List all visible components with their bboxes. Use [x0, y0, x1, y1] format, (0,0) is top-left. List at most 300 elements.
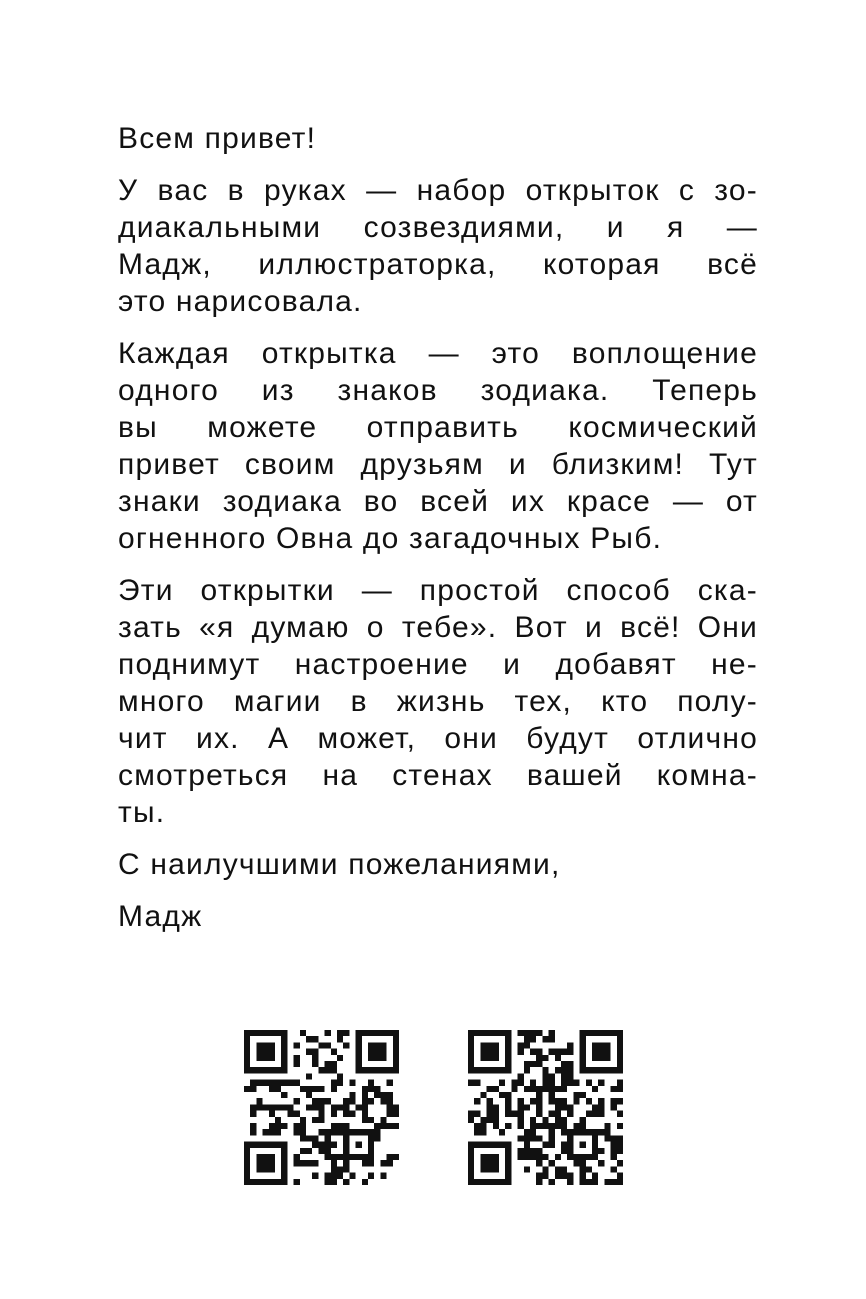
qr-module: [331, 1080, 337, 1086]
qr-module: [480, 1160, 486, 1166]
qr-module: [518, 1154, 524, 1160]
text-line: привет своим друзьям и близким! Тут: [118, 448, 758, 481]
qr-module: [580, 1092, 586, 1098]
qr-module: [536, 1092, 542, 1098]
text-line: Эти открытки — простой способ ска-: [118, 574, 758, 607]
qr-module: [312, 1098, 318, 1104]
qr-module: [300, 1135, 306, 1141]
qr-module: [487, 1104, 493, 1110]
qr-module: [263, 1042, 269, 1048]
qr-module: [536, 1061, 542, 1067]
qr-module: [617, 1142, 623, 1148]
qr-module: [555, 1166, 561, 1172]
qr-module: [281, 1179, 287, 1185]
qr-module: [368, 1142, 374, 1148]
qr-module: [592, 1086, 598, 1092]
qr-module: [499, 1129, 505, 1135]
qr-module: [331, 1104, 337, 1110]
qr-module: [586, 1030, 592, 1036]
qr-module: [281, 1148, 287, 1154]
qr-module: [505, 1049, 511, 1055]
qr-module: [567, 1042, 573, 1048]
qr-module: [580, 1117, 586, 1123]
qr-module: [294, 1129, 300, 1135]
qr-module: [318, 1117, 324, 1123]
qr-module: [368, 1042, 374, 1048]
qr-module: [343, 1166, 349, 1172]
qr-module: [611, 1086, 617, 1092]
qr-module: [611, 1098, 617, 1104]
qr-module: [617, 1148, 623, 1154]
qr-module: [374, 1067, 380, 1073]
qr-module: [536, 1154, 542, 1160]
qr-module: [511, 1111, 517, 1117]
qr-module: [368, 1030, 374, 1036]
qr-module: [505, 1173, 511, 1179]
qr-module: [362, 1154, 368, 1160]
qr-module: [374, 1135, 380, 1141]
qr-module: [493, 1086, 499, 1092]
qr-module: [368, 1049, 374, 1055]
qr-module: [524, 1042, 530, 1048]
qr-module: [368, 1154, 374, 1160]
qr-module: [325, 1154, 331, 1160]
qr-module: [549, 1142, 555, 1148]
qr-module: [530, 1148, 536, 1154]
qr-module: [604, 1179, 610, 1185]
closing: [118, 846, 758, 883]
qr-module: [349, 1173, 355, 1179]
qr-module: [617, 1042, 623, 1048]
qr-module: [542, 1086, 548, 1092]
qr-module: [393, 1030, 399, 1036]
qr-module: [530, 1086, 536, 1092]
text-line: Каждая открытка — это воплощение: [118, 337, 758, 370]
qr-module: [269, 1104, 275, 1110]
qr-module: [555, 1055, 561, 1061]
qr-module: [312, 1036, 318, 1042]
qr-module: [617, 1135, 623, 1141]
qr-module: [256, 1080, 262, 1086]
qr-module: [362, 1160, 368, 1166]
qr-module: [536, 1135, 542, 1141]
qr-module: [573, 1123, 579, 1129]
qr-module: [294, 1061, 300, 1067]
qr-module: [337, 1036, 343, 1042]
qr-module: [318, 1086, 324, 1092]
qr-module: [393, 1067, 399, 1073]
qr-module: [474, 1067, 480, 1073]
qr-module: [380, 1055, 386, 1061]
qr-module: [561, 1061, 567, 1067]
qr-module: [300, 1123, 306, 1129]
qr-module: [480, 1067, 486, 1073]
qr-module: [356, 1042, 362, 1048]
qr-module: [567, 1111, 573, 1117]
qr-module: [287, 1104, 293, 1110]
qr-module: [474, 1080, 480, 1086]
qr-module: [592, 1104, 598, 1110]
qr-module: [300, 1117, 306, 1123]
qr-module: [281, 1080, 287, 1086]
qr-module: [542, 1055, 548, 1061]
qr-module: [573, 1098, 579, 1104]
qr-module: [549, 1098, 555, 1104]
qr-module: [487, 1086, 493, 1092]
qr-module: [555, 1154, 561, 1160]
qr-module: [256, 1179, 262, 1185]
qr-module: [306, 1148, 312, 1154]
qr-module: [567, 1135, 573, 1141]
qr-module: [530, 1123, 536, 1129]
qr-module: [468, 1117, 474, 1123]
qr-module: [480, 1179, 486, 1185]
qr-module: [325, 1135, 331, 1141]
qr-module: [294, 1123, 300, 1129]
qr-module: [349, 1154, 355, 1160]
qr-module: [374, 1030, 380, 1036]
qr-module: [561, 1086, 567, 1092]
qr-module: [250, 1111, 256, 1117]
qr-module: [561, 1117, 567, 1123]
qr-module: [250, 1142, 256, 1148]
qr-module: [493, 1123, 499, 1129]
qr-module: [337, 1173, 343, 1179]
qr-module: [269, 1111, 275, 1117]
qr-module: [580, 1129, 586, 1135]
qr-module: [604, 1067, 610, 1073]
paragraph-3: [118, 572, 758, 831]
qr-module: [505, 1111, 511, 1117]
qr-module: [592, 1154, 598, 1160]
qr-module: [580, 1123, 586, 1129]
qr-module: [468, 1111, 474, 1117]
qr-code-icon[interactable]: [468, 1030, 623, 1185]
qr-code-graphic: [244, 1030, 399, 1185]
signature: [118, 898, 758, 935]
qr-module: [499, 1142, 505, 1148]
text-line: поднимут настроение и добавят не-: [118, 648, 758, 681]
qr-module: [530, 1049, 536, 1055]
qr-module: [368, 1067, 374, 1073]
qr-module: [480, 1092, 486, 1098]
qr-module: [356, 1104, 362, 1110]
text-line: одного из знаков зодиака. Теперь: [118, 374, 758, 407]
qr-module: [244, 1142, 250, 1148]
qr-module: [524, 1166, 530, 1172]
qr-module: [598, 1049, 604, 1055]
qr-module: [337, 1123, 343, 1129]
qr-module: [617, 1160, 623, 1166]
qr-module: [275, 1067, 281, 1073]
qr-module: [325, 1142, 331, 1148]
qr-module: [505, 1148, 511, 1154]
qr-module: [244, 1148, 250, 1154]
qr-module: [337, 1154, 343, 1160]
qr-module: [356, 1036, 362, 1042]
qr-module: [306, 1049, 312, 1055]
qr-module: [536, 1098, 542, 1104]
qr-module: [592, 1049, 598, 1055]
qr-module: [331, 1154, 337, 1160]
qr-module: [480, 1154, 486, 1160]
qr-module: [281, 1142, 287, 1148]
qr-module: [580, 1049, 586, 1055]
qr-module: [294, 1160, 300, 1166]
qr-module: [387, 1154, 393, 1160]
qr-module: [555, 1098, 561, 1104]
qr-module: [306, 1092, 312, 1098]
qr-module: [343, 1030, 349, 1036]
qr-module: [561, 1148, 567, 1154]
text-line: это нарисовала.: [118, 285, 363, 318]
qr-module: [468, 1173, 474, 1179]
qr-module: [374, 1129, 380, 1135]
qr-module: [524, 1086, 530, 1092]
qr-module: [474, 1179, 480, 1185]
greeting-line: Всем привет!: [118, 122, 317, 155]
qr-module: [269, 1123, 275, 1129]
qr-module: [380, 1067, 386, 1073]
qr-module: [306, 1073, 312, 1079]
qr-module: [256, 1030, 262, 1036]
qr-module: [356, 1142, 362, 1148]
qr-module: [549, 1073, 555, 1079]
qr-module: [331, 1061, 337, 1067]
qr-module: [250, 1104, 256, 1110]
qr-module: [530, 1098, 536, 1104]
qr-module: [617, 1036, 623, 1042]
qr-module: [505, 1166, 511, 1172]
qr-module: [536, 1148, 542, 1154]
qr-module: [281, 1160, 287, 1166]
qr-module: [542, 1080, 548, 1086]
qr-module: [586, 1080, 592, 1086]
qr-module: [468, 1154, 474, 1160]
qr-module: [468, 1142, 474, 1148]
qr-module: [331, 1173, 337, 1179]
qr-module: [368, 1080, 374, 1086]
qr-module: [561, 1049, 567, 1055]
qr-module: [269, 1055, 275, 1061]
qr-module: [493, 1067, 499, 1073]
qr-module: [617, 1055, 623, 1061]
qr-module: [536, 1055, 542, 1061]
qr-module: [524, 1104, 530, 1110]
qr-module: [281, 1049, 287, 1055]
text-line: много магии в жизнь тех, кто полу-: [118, 685, 758, 718]
qr-module: [505, 1142, 511, 1148]
qr-module: [592, 1030, 598, 1036]
qr-module: [374, 1042, 380, 1048]
qr-module: [555, 1117, 561, 1123]
qr-module: [287, 1111, 293, 1117]
qr-module: [530, 1129, 536, 1135]
qr-module: [617, 1179, 623, 1185]
qr-module: [393, 1049, 399, 1055]
qr-module: [244, 1030, 250, 1036]
qr-module: [356, 1061, 362, 1067]
text-line: вы можете отправить космический: [118, 411, 758, 444]
qr-module: [374, 1086, 380, 1092]
qr-module: [586, 1154, 592, 1160]
qr-module: [250, 1030, 256, 1036]
qr-module: [580, 1067, 586, 1073]
qr-module: [592, 1042, 598, 1048]
qr-module: [275, 1142, 281, 1148]
qr-module: [244, 1061, 250, 1067]
qr-module: [312, 1160, 318, 1166]
qr-module: [524, 1036, 530, 1042]
qr-module: [306, 1036, 312, 1042]
qr-module: [518, 1148, 524, 1154]
qr-module: [524, 1142, 530, 1148]
qr-module: [493, 1042, 499, 1048]
qr-module: [536, 1173, 542, 1179]
qr-module: [368, 1129, 374, 1135]
qr-module: [536, 1049, 542, 1055]
qr-module: [611, 1154, 617, 1160]
qr-module: [269, 1160, 275, 1166]
qr-module: [387, 1111, 393, 1117]
qr-module: [343, 1135, 349, 1141]
qr-module: [343, 1111, 349, 1117]
qr-module: [349, 1098, 355, 1104]
qr-module: [318, 1129, 324, 1135]
qr-module: [337, 1030, 343, 1036]
qr-module: [393, 1055, 399, 1061]
qr-module: [561, 1098, 567, 1104]
qr-module: [356, 1049, 362, 1055]
qr-module: [487, 1111, 493, 1117]
qr-module: [480, 1049, 486, 1055]
qr-module: [573, 1129, 579, 1135]
qr-module: [598, 1148, 604, 1154]
qr-module: [580, 1160, 586, 1166]
qr-module: [318, 1098, 324, 1104]
qr-module: [343, 1160, 349, 1166]
qr-module: [362, 1030, 368, 1036]
qr-module: [368, 1098, 374, 1104]
qr-module: [493, 1111, 499, 1117]
qr-module: [300, 1160, 306, 1166]
qr-module: [549, 1129, 555, 1135]
qr-module: [312, 1142, 318, 1148]
qr-module: [275, 1030, 281, 1036]
qr-module: [349, 1092, 355, 1098]
text-line: У вас в руках — набор открыток с зо-: [118, 174, 758, 207]
qr-module: [250, 1129, 256, 1135]
qr-module: [256, 1098, 262, 1104]
qr-module: [617, 1173, 623, 1179]
qr-module: [536, 1030, 542, 1036]
qr-module: [325, 1129, 331, 1135]
qr-module: [573, 1092, 579, 1098]
qr-module: [505, 1160, 511, 1166]
qr-module: [580, 1061, 586, 1067]
qr-module: [250, 1080, 256, 1086]
qr-module: [362, 1104, 368, 1110]
qr-module: [493, 1166, 499, 1172]
qr-module: [505, 1098, 511, 1104]
qr-module: [505, 1123, 511, 1129]
qr-module: [617, 1111, 623, 1117]
qr-module: [604, 1123, 610, 1129]
qr-module: [263, 1129, 269, 1135]
qr-module: [269, 1042, 275, 1048]
qr-module: [256, 1049, 262, 1055]
qr-module: [263, 1179, 269, 1185]
qr-module: [586, 1179, 592, 1185]
qr-code-icon[interactable]: [244, 1030, 399, 1185]
qr-module: [380, 1042, 386, 1048]
qr-module: [294, 1154, 300, 1160]
qr-module: [586, 1111, 592, 1117]
qr-module: [468, 1080, 474, 1086]
qr-module: [493, 1030, 499, 1036]
qr-module: [604, 1049, 610, 1055]
qr-module: [356, 1154, 362, 1160]
qr-module: [387, 1123, 393, 1129]
qr-module: [536, 1160, 542, 1166]
qr-module: [598, 1055, 604, 1061]
qr-module: [387, 1098, 393, 1104]
qr-module: [362, 1086, 368, 1092]
qr-module: [380, 1049, 386, 1055]
qr-module: [349, 1080, 355, 1086]
qr-module: [318, 1142, 324, 1148]
text-line: Мадж, иллюстраторка, которая всё: [118, 248, 758, 281]
qr-module: [269, 1067, 275, 1073]
qr-module: [542, 1173, 548, 1179]
qr-module: [549, 1036, 555, 1042]
qr-module: [487, 1142, 493, 1148]
qr-module: [487, 1117, 493, 1123]
qr-module: [561, 1067, 567, 1073]
qr-module: [573, 1080, 579, 1086]
qr-module: [567, 1073, 573, 1079]
qr-module: [567, 1080, 573, 1086]
qr-module: [518, 1104, 524, 1110]
qr-module: [487, 1098, 493, 1104]
qr-module: [256, 1104, 262, 1110]
qr-module: [518, 1135, 524, 1141]
qr-module: [617, 1030, 623, 1036]
qr-module: [524, 1148, 530, 1154]
qr-module: [499, 1092, 505, 1098]
qr-module: [549, 1111, 555, 1117]
qr-module: [487, 1166, 493, 1172]
qr-module: [468, 1160, 474, 1166]
qr-module: [294, 1080, 300, 1086]
qr-module: [337, 1104, 343, 1110]
qr-module: [580, 1042, 586, 1048]
qr-module: [493, 1179, 499, 1185]
qr-module: [374, 1092, 380, 1098]
paragraph-2: [118, 335, 758, 557]
qr-module: [337, 1055, 343, 1061]
qr-module: [250, 1179, 256, 1185]
qr-module: [480, 1142, 486, 1148]
qr-module: [281, 1036, 287, 1042]
qr-module: [555, 1086, 561, 1092]
qr-module: [480, 1055, 486, 1061]
qr-module: [518, 1080, 524, 1086]
text-line: смотреться на стенах вашей комна-: [118, 759, 758, 792]
text-line: зать «я думаю о тебе». Вот и всё! Они: [118, 611, 758, 644]
qr-module: [269, 1142, 275, 1148]
text-line: диакальными созвездиями, и я —: [118, 211, 758, 244]
